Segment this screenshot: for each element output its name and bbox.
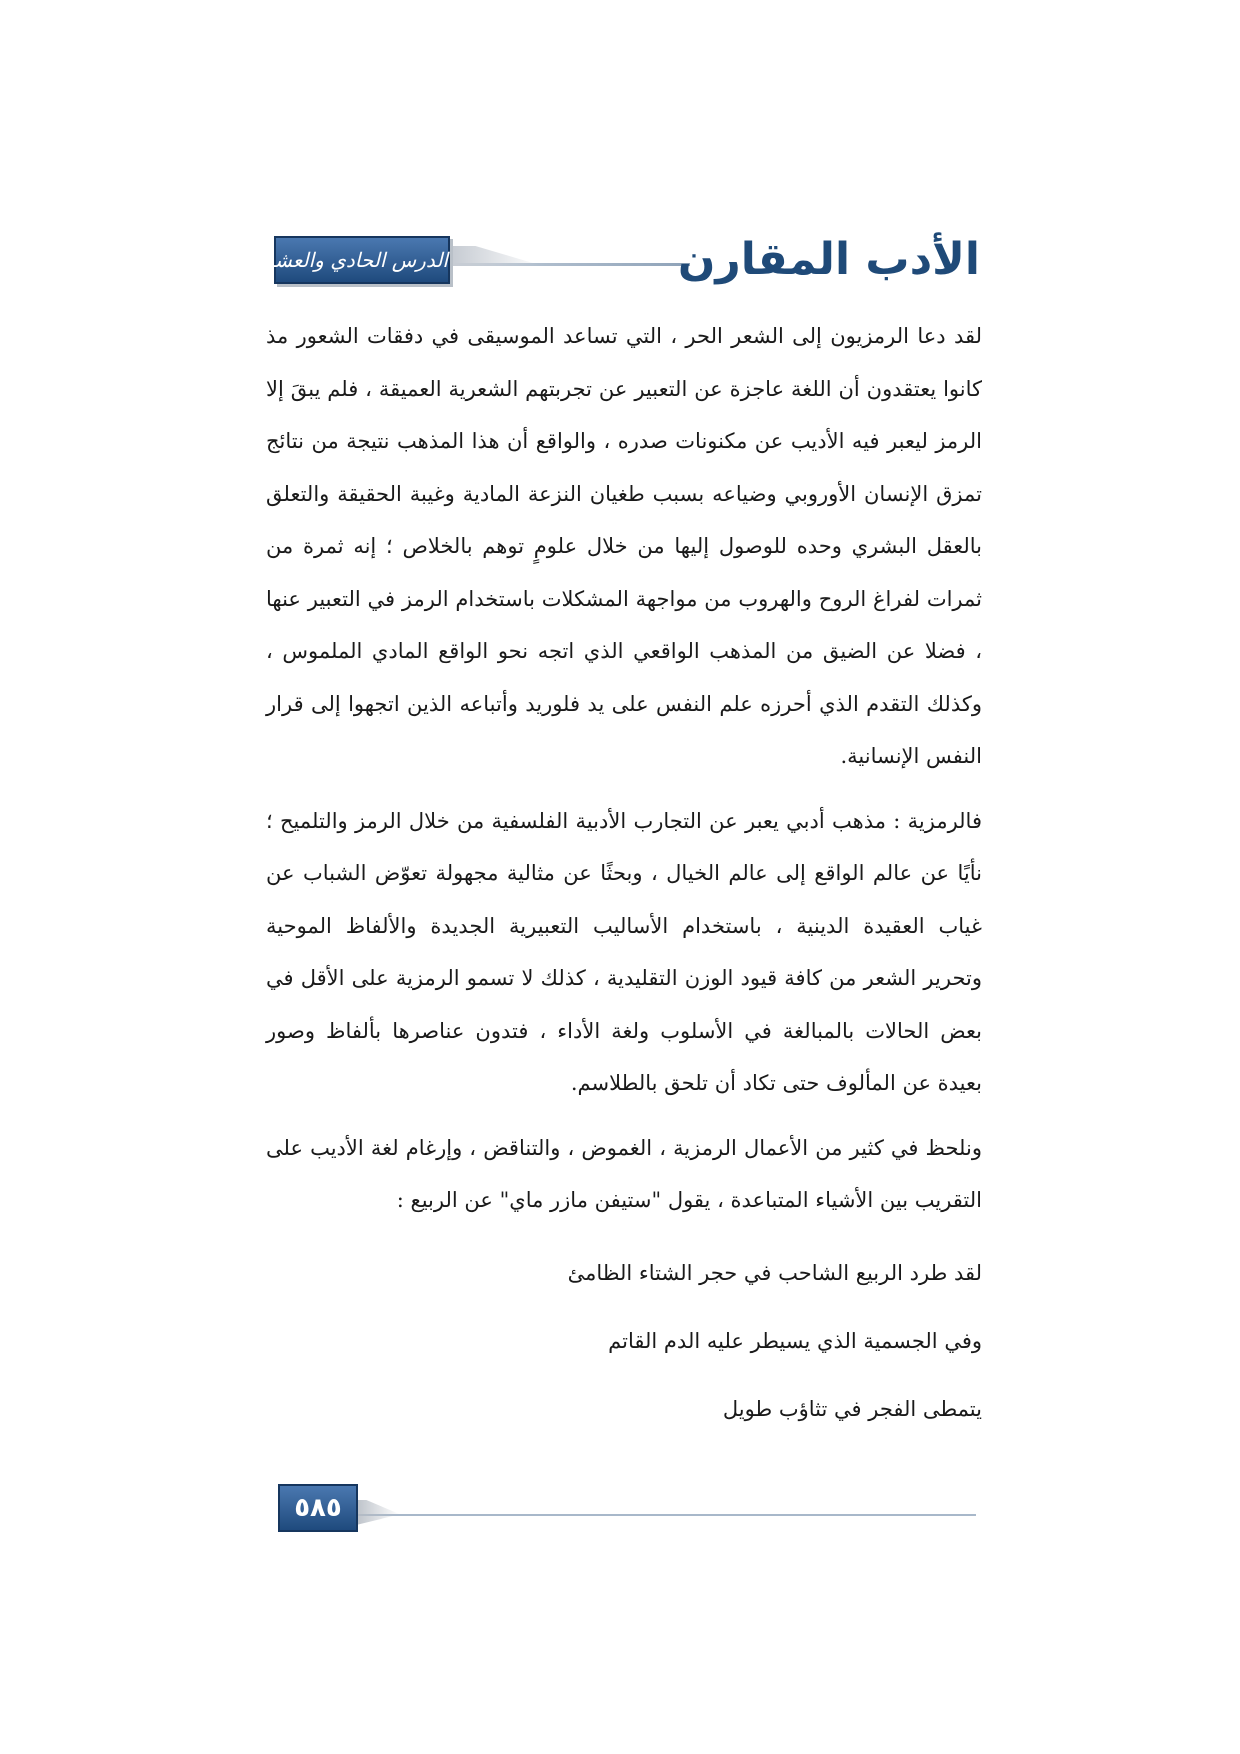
verse-line: يتمطى الفجر في تثاؤب طويل [722, 1396, 982, 1421]
verse-line: لقد طرد الربيع الشاحب في حجر الشتاء الظامئ [567, 1260, 982, 1285]
page-number: ٥٨٥ [278, 1484, 358, 1532]
header-rule-shadow [453, 246, 543, 266]
page-header [239, 232, 980, 292]
paragraph: ونلحظ في كثير من الأعمال الرمزية ، الغموض ، والتناقض ، وإرغام لغة الأديب على التقريب بين الأشياء المتباعدة ، يقول "ستيفن مازر ماي" عن الربيع : [266, 1135, 982, 1212]
body-text [266, 310, 982, 1443]
footer-rule [358, 1514, 976, 1516]
paragraph: فالرمزية : مذهب أدبي يعبر عن التجارب الأدبية الفلسفية من خلال الرمز والتلميح ؛ نأيًا عن عالم الواقع إلى عالم الخيال ، وبحثًا عن مثالية مجهولة تعوّض الشباب عن غياب العقيدة الدينية ، باستخدام الأساليب التعبيرية الجديدة والألفاظ الموحية وتحرير الشعر من كافة قيود الوزن التقليدية ، كذلك لا تسمو الرمزية على الأقل في بعض الحالات بالمبالغة في الأسلوب ولغة الأداء ، فتدون عناصرها بألفاظ وصور بعيدة عن المألوف حتى تكاد أن تلحق بالطلاسم. [266, 808, 982, 1095]
footer-rule-shadow [352, 1500, 400, 1526]
paragraph: لقد دعا الرمزيون إلى الشعر الحر ، التي تساعد الموسيقى في دفقات الشعور مذ كانوا يعتقدون أن اللغة عاجزة عن التعبير عن تجربتهم الشعرية العميقة ، فلم يبقَ إلا الرمز ليعبر فيه الأديب عن مكنونات صدره ، والواقع أن هذا المذهب نتيجة من نتائج تمزق الإنسان الأوروبي وضياعه بسبب طغيان النزعة المادية وغيبة الحقيقة والتعلق بالعقل البشري وحده للوصول إليها من خلال علومٍ توهم بالخلاص ؛ إنه ثمرة من ثمرات لفراغ الروح والهروب من مواجهة المشكلات باستخدام الرمز في التعبير عنها ، فضلا عن الضيق من المذهب الواقعي الذي اتجه نحو الواقع المادي الملموس ، وكذلك التقدم الذي أحرزه علم النفس على يد فلوريد وأتباعه الذين اتجهوا إلى قرار النفس الإنسانية. [266, 324, 982, 768]
lesson-badge: الدرس الحادي والعشرون [274, 236, 450, 284]
book-title: الأدب المقارن [677, 234, 980, 285]
verse-line: وفي الجسمية الذي يسيطر عليه الدم القاتم [608, 1328, 982, 1353]
